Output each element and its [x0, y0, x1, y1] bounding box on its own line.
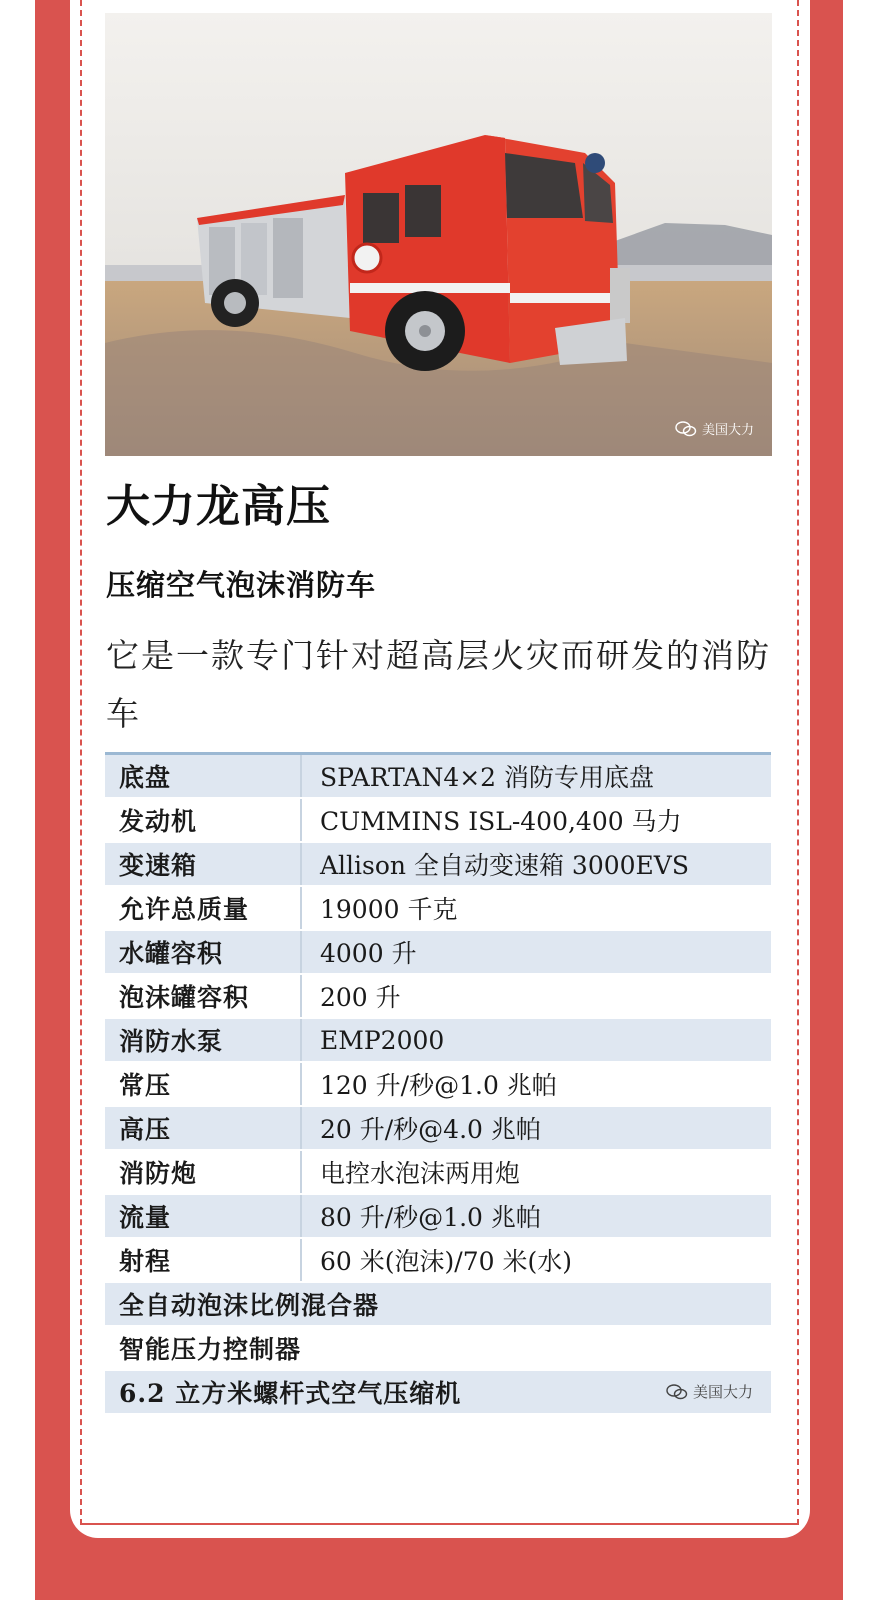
dashed-border-left	[80, 0, 82, 1525]
spec-value: 120 升/秒@1.0 兆帕	[301, 1062, 771, 1106]
spec-value: 19000 千克	[301, 886, 771, 930]
feature-cell	[105, 1282, 771, 1326]
spec-label: 水罐容积	[105, 930, 301, 974]
feature-row	[105, 1370, 771, 1414]
spec-row	[105, 1106, 771, 1150]
spec-row	[105, 842, 771, 886]
spec-value: 80 升/秒@1.0 兆帕	[301, 1194, 771, 1238]
spec-value: SPARTAN4×2 消防专用底盘	[301, 754, 771, 799]
wechat-icon	[666, 1384, 688, 1400]
spec-label: 底盘	[105, 754, 301, 799]
feature-cell	[105, 1370, 771, 1414]
table-watermark-text: 美国大力	[692, 1383, 753, 1401]
spec-label: 高压	[105, 1106, 301, 1150]
spec-row	[105, 1062, 771, 1106]
spec-row	[105, 754, 771, 799]
dashed-border-bottom	[80, 1523, 799, 1525]
page-title: 大力龙高压	[106, 481, 331, 532]
spec-value: 20 升/秒@4.0 兆帕	[301, 1106, 771, 1150]
spec-value: 60 米(泡沫)/70 米(水)	[301, 1238, 771, 1282]
wechat-icon	[675, 421, 697, 437]
spec-value: 电控水泡沫两用炮	[301, 1150, 771, 1194]
fire-truck-photo	[105, 13, 772, 456]
spec-label: 泡沫罐容积	[105, 974, 301, 1018]
spec-value: CUMMINS ISL-400,400 马力	[301, 798, 771, 842]
photo-watermark-text: 美国大力	[701, 423, 754, 438]
spec-label: 变速箱	[105, 842, 301, 886]
feature-row	[105, 1326, 771, 1370]
feature-text: 全自动泡沫比例混合器	[119, 1291, 380, 1320]
spec-label: 允许总质量	[105, 886, 301, 930]
spec-table	[105, 752, 771, 1415]
spec-row	[105, 930, 771, 974]
feature-cell	[105, 1326, 771, 1370]
feature-text: 智能压力控制器	[119, 1335, 302, 1364]
fire-truck-illustration	[105, 13, 772, 456]
page-subtitle: 压缩空气泡沫消防车	[106, 568, 377, 602]
spec-row	[105, 974, 771, 1018]
spec-value: EMP2000	[301, 1018, 771, 1062]
spec-row	[105, 1018, 771, 1062]
spec-row	[105, 798, 771, 842]
spec-row	[105, 886, 771, 930]
spec-row	[105, 1238, 771, 1282]
table-watermark	[666, 1381, 753, 1402]
feature-text: 6.2 立方米螺杆式空气压缩机	[119, 1379, 462, 1408]
spec-label: 流量	[105, 1194, 301, 1238]
description: 它是一款专门针对超高层火灾而研发的消防车	[106, 636, 771, 733]
spec-value: Allison 全自动变速箱 3000EVS	[301, 842, 771, 886]
spec-value: 4000 升	[301, 930, 771, 974]
spec-label: 发动机	[105, 798, 301, 842]
feature-row	[105, 1282, 771, 1326]
spec-row	[105, 1150, 771, 1194]
photo-watermark	[675, 419, 754, 438]
spec-label: 消防炮	[105, 1150, 301, 1194]
spec-row	[105, 1194, 771, 1238]
spec-label: 常压	[105, 1062, 301, 1106]
spec-value: 200 升	[301, 974, 771, 1018]
spec-label: 消防水泵	[105, 1018, 301, 1062]
spec-label: 射程	[105, 1238, 301, 1282]
dashed-border-right	[797, 0, 799, 1525]
